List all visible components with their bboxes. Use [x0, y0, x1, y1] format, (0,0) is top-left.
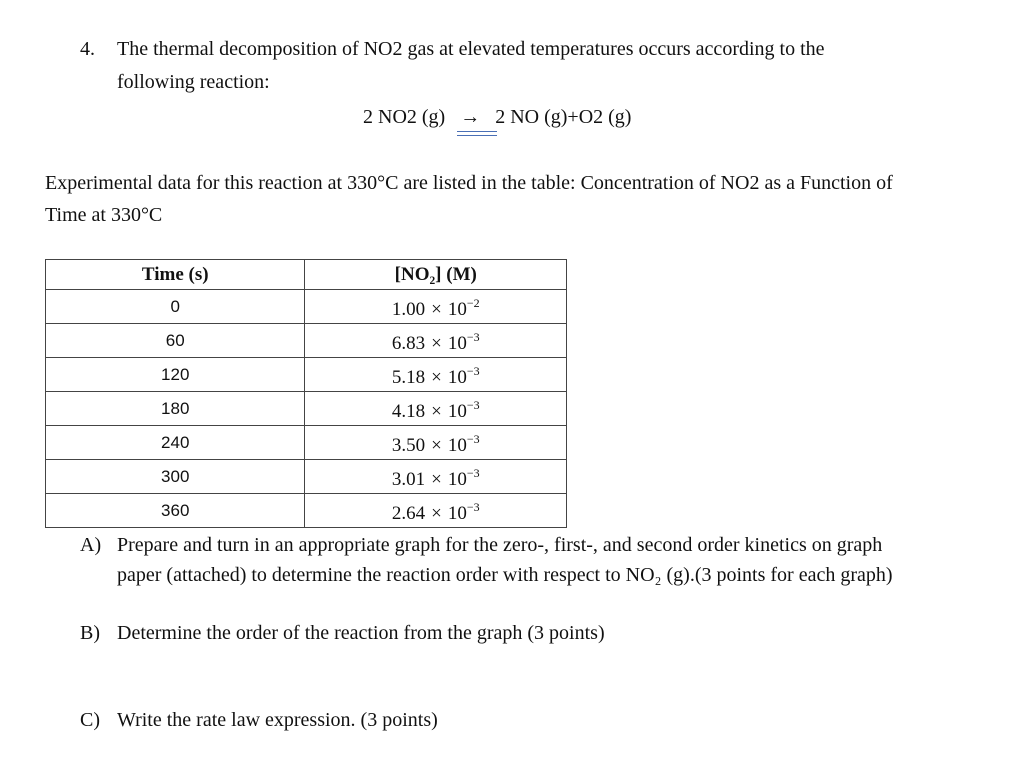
table-row	[46, 324, 567, 358]
reaction-equation	[363, 106, 631, 129]
mantissa: 4.18	[391, 401, 426, 422]
exponent: −3	[466, 500, 480, 514]
header-concentration: [NO₂] (M)	[305, 260, 567, 290]
time-cell: 360	[46, 494, 305, 528]
part-b-text: Determine the order of the reaction from the graph (3 points)	[117, 622, 605, 644]
base: 10	[447, 333, 467, 354]
exponent: −3	[466, 432, 480, 446]
mantissa: 1.00	[391, 299, 426, 320]
table-row	[46, 358, 567, 392]
concentration-cell: $1.00 \times 10^{-2}$	[305, 290, 567, 324]
concentration-table	[45, 259, 567, 528]
mantissa: 5.18	[391, 367, 426, 388]
question-number: 4.	[80, 38, 95, 60]
experiment-text-line2: Time at 330°C	[45, 204, 163, 226]
grammar-underline	[457, 131, 497, 136]
exponent: −2	[466, 296, 480, 310]
time-cell: 60	[46, 324, 305, 358]
question-text-line1: The thermal decomposition of NO2 gas at elevated temperatures occurs according to the	[117, 38, 825, 60]
mantissa: 3.01	[391, 469, 426, 490]
time-cell: 240	[46, 426, 305, 460]
base: 10	[447, 401, 467, 422]
concentration-cell: $5.18 \times 10^{-3}$	[305, 358, 567, 392]
part-a-label: A)	[80, 534, 102, 556]
time-cell: 0	[46, 290, 305, 324]
concentration-cell: $6.83 \times 10^{-3}$	[305, 324, 567, 358]
table-header-row	[46, 260, 567, 290]
equation-reactants: 2 NO2 (g)	[363, 106, 446, 128]
equation-arrow: →	[460, 106, 481, 128]
part-c-label: C)	[80, 709, 100, 731]
exponent: −3	[466, 466, 480, 480]
base: 10	[447, 503, 467, 524]
mantissa: 6.83	[391, 333, 426, 354]
mantissa: 3.50	[391, 435, 426, 456]
exponent: −3	[466, 364, 480, 378]
part-b-label: B)	[80, 622, 100, 644]
header-time: Time (s)	[46, 260, 305, 290]
base: 10	[447, 299, 467, 320]
exponent: −3	[466, 398, 480, 412]
experiment-text-line1: Experimental data for this reaction at 330°C are listed in the table: Concentration of NO2 as a Function of	[45, 172, 893, 194]
part-a-text-line1: Prepare and turn in an appropriate graph for the zero-, first-, and second order kinetics on graph	[117, 534, 883, 556]
time-cell: 300	[46, 460, 305, 494]
base: 10	[447, 469, 467, 490]
concentration-cell: $3.50 \times 10^{-3}$	[305, 426, 567, 460]
table-row	[46, 392, 567, 426]
question-text-line2: following reaction:	[117, 71, 270, 93]
time-cell: 120	[46, 358, 305, 392]
concentration-cell: $2.64 \times 10^{-3}$	[305, 494, 567, 528]
table-row	[46, 426, 567, 460]
exponent: −3	[466, 330, 480, 344]
base: 10	[447, 367, 467, 388]
part-a-text-line2: paper (attached) to determine the reaction order with respect to NO₂ (g).(3 points for each graph)	[117, 564, 893, 586]
part-c-text: Write the rate law expression. (3 points)	[117, 709, 438, 731]
time-cell: 180	[46, 392, 305, 426]
base: 10	[447, 435, 467, 456]
table-row	[46, 460, 567, 494]
concentration-cell: $3.01 \times 10^{-3}$	[305, 460, 567, 494]
mantissa: 2.64	[391, 503, 426, 524]
table-row	[46, 494, 567, 528]
table-row	[46, 290, 567, 324]
concentration-cell: $4.18 \times 10^{-3}$	[305, 392, 567, 426]
equation-products: 2 NO (g)+O2 (g)	[495, 106, 632, 128]
